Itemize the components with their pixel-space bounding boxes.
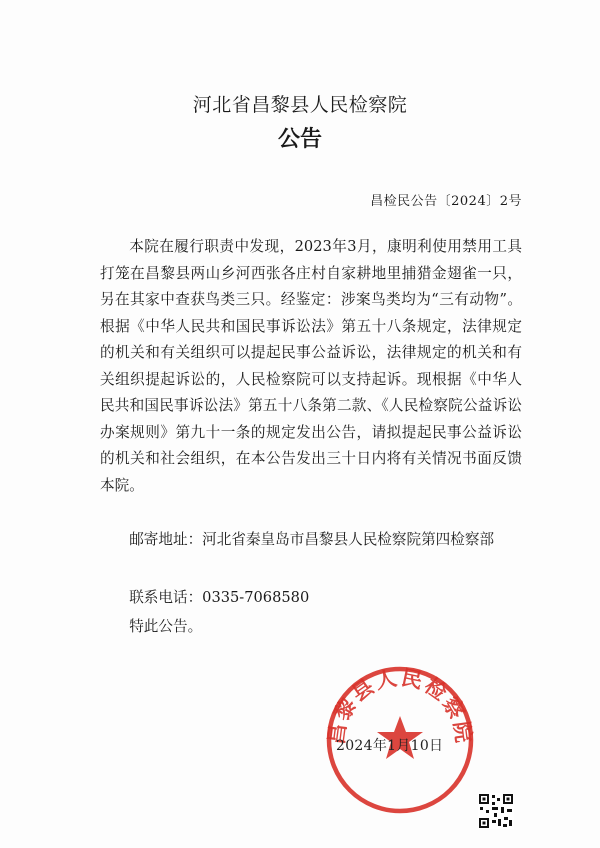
svg-text:昌黎县人民检察院: 昌黎县人民检察院 bbox=[324, 665, 476, 747]
organization-title: 河北省昌黎县人民检察院 bbox=[192, 94, 408, 116]
mail-address: 邮寄地址：河北省秦皇岛市昌黎县人民检察院第四检察部 bbox=[129, 531, 495, 548]
closing-line: 特此公告。 bbox=[129, 618, 203, 635]
issue-date: 2024年1月10日 bbox=[336, 738, 444, 754]
main-paragraph: 本院在履行职责中发现，2023年3月，康明利使用禁用工具打笼在昌黎县两山乡河西张各庄村自家耕地里捕猎金翅雀一只，另在其家中查获鸟类三只。经鉴定：涉案鸟类均为“三有动物”。根据《中华人民共和国民事诉讼法》第五十八条规定，法律规定的机关和有关组织可以提起民事公益诉讼，法律规定的机关和有关组织提起诉讼的，人民检察院可以支持起诉。现根据《中华人民共和国民事诉讼法》第五十八条第二款、《人民检察院公益诉讼办案规则》第九十一条的规定发出公告，请拟提起民事公益诉讼的机关和社会组织，在本公告发出三十日内将有关情况书面反馈本院。 bbox=[100, 238, 522, 494]
qr-code-icon bbox=[478, 793, 514, 829]
page-title: 公告 bbox=[277, 127, 322, 152]
contact-phone: 联系电话：0335-7068580 bbox=[129, 589, 310, 606]
document-number: 昌检民公告〔2024〕2号 bbox=[370, 194, 522, 209]
